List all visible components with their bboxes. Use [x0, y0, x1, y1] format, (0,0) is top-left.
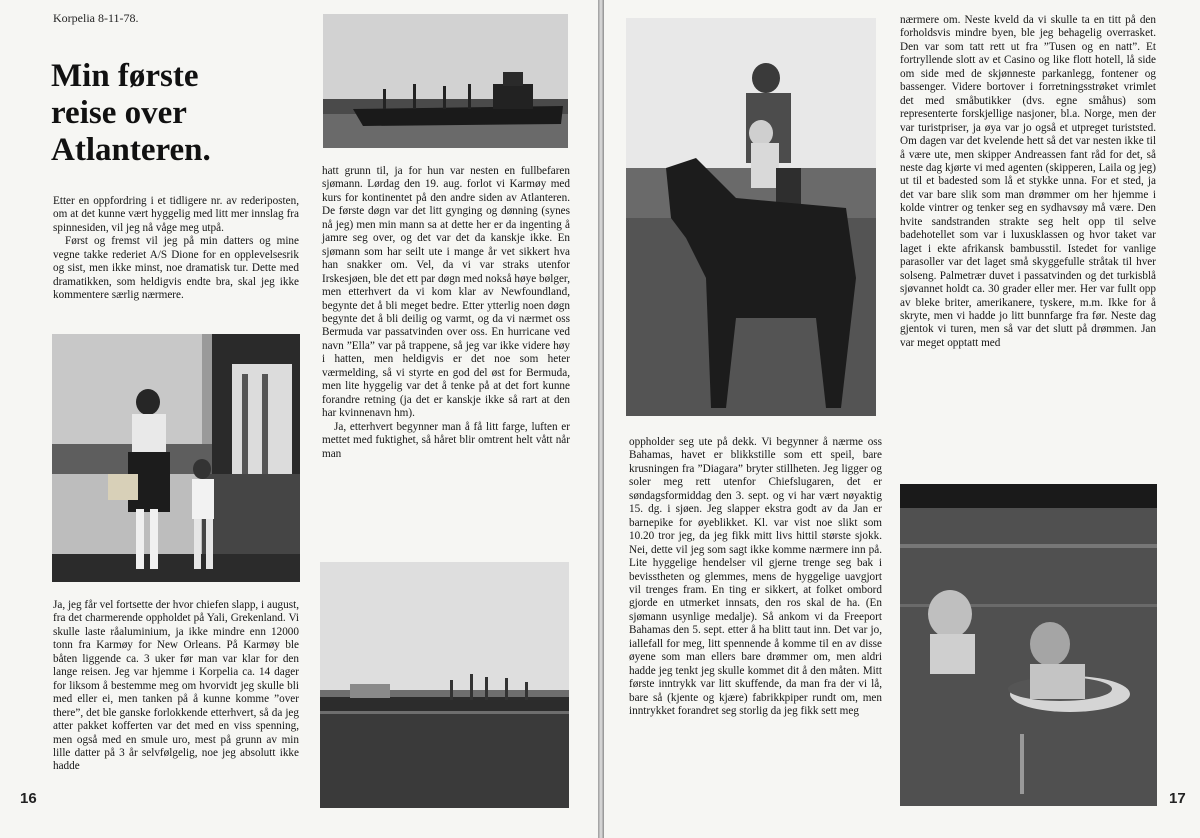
article-title: Min første reise over Atlanteren. [51, 58, 211, 168]
body-paragraph: Ja, etterhvert begynner man å få litt farge, luften er mettet med fuktighet, så håret blir omtrent helt vått når man [322, 420, 570, 460]
photo-children-in-pool [900, 484, 1157, 806]
body-paragraph: oppholder seg ute på dekk. Vi begynner å nærme oss Bahamas, havet er blikkstille som ett speil, bare krusningen fra ”Diagara” bryter stillheten. Jeg ligger og soler meg rett utenfor Chiefslugaren, det er søndagsformiddag den 3. sept. og vi har vært nøyaktig 15. dg. i sjøen. Jeg slapper ekstra godt av da Jan er barnepike for øyeblikket. Kl. var vist noe slikt som 10.20 tror jeg, da jeg fikk mitt livs hittil største sjokk. Nei, dette vil jeg som sagt ikke komme nærmere inn på. Lite hyggelige hendelser vil gjerne trenge seg bak i bevisstheten og glemmes, mens de hyggelige uavgjort vil trenges fram. En ting er sikkert, at folket ombord gjorde en utmerket innsats, den ros skal de ha. (En sjømann usynlige medalje). Så ankom vi da Freeport Bahamas den 5. sept. etter å ha blitt taut inn. Det var jo, iallefall for meg, litt spennende å komme til en av disse øyene som man ellers bare drømmer om, men aldri hadde jeg tenkt jeg skulle kommet dit å den måten. Mitt første inntrykk var litt skuffende, da man fra der vi lå, bare så (kjente og kjære) fabrikkpiper rundt om, men inntrykket forandret seg storlig da jeg fikk sett meg [629, 436, 882, 718]
left-column-1-top-text [53, 195, 299, 303]
body-paragraph: hatt grunn til, ja for hun var nesten en fullbefaren sjømann. Lørdag den 19. aug. forlot vi Karmøy med kurs for kontinentet på den andre siden av Atlanteren. De første døgn var det litt gynging og dønning (synes nå jeg) men min mann sa at dette her er da ingenting å jamre seg over, og det var det da kanskje ikke. En sjømann som har seilt ute i mange år vet sikkert hva han snakker om. Vel, da vi var straks utenfor Irskesjøen, ble det ett par døgn med nokså høye bølger, men etterhvert da vi kom klar av Newfoundland, begynte det å bli meget bedre. Etter ytterlig noen døgn begynte det å bli deilig og varmt, og da vi nærmet oss Bermuda var passatvinden over oss. En hurricane ved navn ”Ella” var på trappene, så jeg var ikke videre høy i hatten, men heldigvis er det noe som heter værmelding, så vi styrte en god del øst for Bermuda, men lite hyggelig var det å tenke på at det fort kunne forandre retning (ja det er kanskje ikke så rart at den har kvinnenavn hm). [322, 165, 570, 420]
left-column-1-bottom-text [53, 599, 299, 774]
photo-harbour [320, 562, 569, 808]
body-paragraph: nærmere om. Neste kveld da vi skulle ta en titt på den forholdsvis mindre byen, ble jeg behagelig overrasket. Den var som tatt rett ut fra ”Tusen og en natt”. Et fortryllende slott av et Casino og like flott hotell, lå side om side med de skjønneste parkanlegg, fontener og bassenger. Videre bortover i forretningsstrøket vrimlet det med småbutikker (dvs. egne småhus) som representerte forskjellige nasjoner, bl.a. Norge, men der var turistpriser, ja øya var jo også et utpreget turiststed. Om dagen var det kvelende hett så det var nesten ikke til å være ute, men skipper Andreassen fant råd for det, så neste dag kjørte vi med agenten (skipperen, Laila og jeg) ut til et badested som lå et stykke unna. For et sted, ja det var bare slik som man drømmer om her hjemme i kolde vintrer og tenker seg en sydhavsøy må være. Den hvite sandstranden strakte seg helt opp til selve badehotellet som var i luxusklassen og hvor taket var laget i ekte afrikansk bambusstil. Istedet for vanlige parasoller var det laget små skyggefulle stråtak til hver solseng. Palmetrær duvet i passatvinden og det turkisblå sjøvannet holdt ca. 30 grader eller mer. Her var fullt opp av bleke briter, amerikanere, tyskere, m.m. Ikke for å skryte, men vi hadde jo litt bunnfarge fra før. Neste dag gjentok vi turen, men så var det slutt på drømmen. Jan var meget opptatt med [900, 14, 1156, 349]
right-page [604, 0, 1200, 838]
right-column-1-text [629, 436, 882, 719]
left-page [0, 0, 598, 838]
left-column-2-text [322, 165, 570, 461]
photo-woman-child-on-deck [52, 334, 300, 582]
body-paragraph: Ja, jeg får vel fortsette der hvor chiefen slapp, i august, fra det charmerende oppholdet på Yali, Grekenland. Vi skulle laste råaluminium, ja ikke mindre enn 12000 tonn fra Karmøy for New Orleans. På Karmøy ble båten liggende ca. 3 uker før man var klar for den lange reisen. Jeg var hjemme i Korpelia ca. 14 dager for liksom å bestemme meg om hvorvidt jeg skulle bli med eller ei, men tanken på å kunne komme ”over there”, det ble ganske forlokkende etterhvert, så da jeg atter pakket kofferten var det med en viss spenning, men også med en smule uro, mest på grunn av min lille datter på 3 år selvfølgelig, noe jeg absolutt ikke hadde [53, 599, 299, 773]
page-number-right: 17 [1169, 790, 1186, 807]
photo-man-child-on-horse [626, 18, 876, 416]
photo-ship-at-sea [323, 14, 568, 148]
page-header: Korpelia 8-11-78. [53, 11, 139, 25]
right-column-2-text [900, 14, 1156, 350]
page-number-left: 16 [20, 790, 37, 807]
body-paragraph: Først og fremst vil jeg på min datters og mine vegne takke rederiet A/S Dione for en opplevelsesrik og sist, men ikke minst, noe dramatisk tur. Dette med dramatikken, som heldigvis endte bra, skal jeg ikke kommentere særlig nærmere. [53, 235, 299, 302]
body-paragraph: Etter en oppfordring i et tidligere nr. av rederiposten, om at det kunne vært hyggelig med litt mer innslag fra spinnesiden, vil jeg nå våge meg utpå. [53, 195, 299, 234]
